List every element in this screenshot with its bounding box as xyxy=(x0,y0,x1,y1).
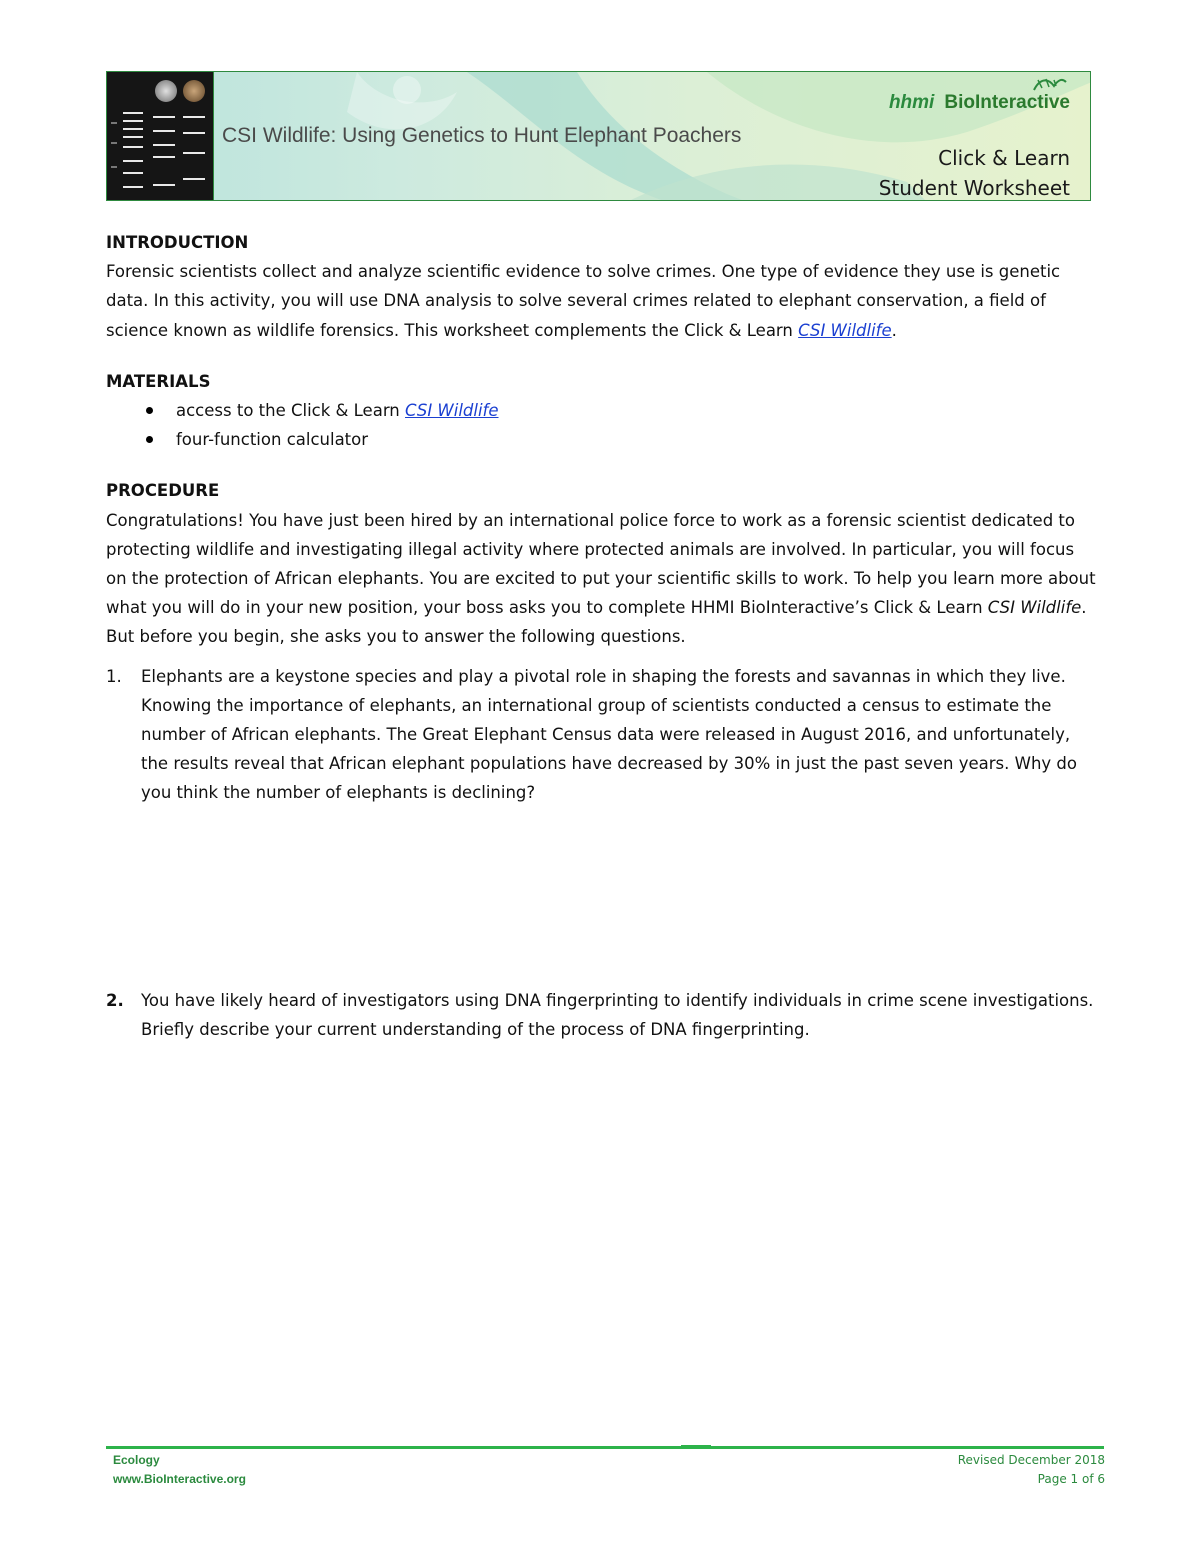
question-number: 2. xyxy=(106,990,124,1010)
footer-website-link[interactable]: www.BioInteractive.org xyxy=(113,1472,246,1486)
procedure-heading: PROCEDURE xyxy=(106,481,220,501)
logo-hhmi: hhmi xyxy=(888,92,935,113)
introduction-text: Forensic scientists collect and analyze scientific evidence to solve crimes. One type of evidence they use is genetic data. In this activity, you will use DNA analysis to solve several crimes related to elephant conservation, a field of science known as wildlife forensics. This worksheet complements the Click & Learn xyxy=(106,262,1061,340)
materials-heading: MATERIALS xyxy=(106,371,211,391)
elephant-photo-icon xyxy=(155,80,177,102)
gel-electrophoresis-thumbnail xyxy=(107,72,214,200)
csi-wildlife-link[interactable]: CSI Wildlife xyxy=(405,401,499,421)
question-1 xyxy=(106,662,1096,808)
list-item: four-function calculator xyxy=(106,425,1096,454)
question-number: 1. xyxy=(106,666,122,686)
dna-leaf-logo-icon xyxy=(1032,74,1068,94)
hhmi-biointeractive-logo xyxy=(889,92,1070,114)
materials-list xyxy=(106,396,1096,454)
list-item: access to the Click & Learn CSI Wildlife xyxy=(106,396,1096,425)
csi-wildlife-link[interactable]: CSI Wildlife xyxy=(798,320,892,340)
footer-revised-date: Revised December 2018 xyxy=(957,1453,1105,1467)
answer-space[interactable] xyxy=(106,808,1096,986)
introduction-paragraph: Forensic scientists collect and analyze scientific evidence to solve crimes. One type of evidence they use is genetic data. In this activity, you will use DNA analysis to solve several crimes related to elephant conservation, a field of science known as wildlife forensics. This worksheet complements the Click & Learn CSI Wildlife. xyxy=(106,262,1061,340)
ivory-photo-icon xyxy=(183,80,205,102)
question-text: Elephants are a keystone species and play a pivotal role in shaping the forests and savannas in which they live. Knowing the importance of elephants, an international group of scientists conducted a census to estimate the number of African elephants. The Great Elephant Census data were released in August 2016, and unfortunately, the results reveal that African elephant populations have decreased by 30% in just the past seven years. Why do you think the number of elephants is declining? xyxy=(141,666,1077,803)
logo-biointeractive: BioInteractive xyxy=(944,92,1070,113)
worksheet-body xyxy=(106,228,1096,1044)
procedure-paragraph: Congratulations! You have just been hired by an international police force to work as a forensic scientist dedicated to protecting wildlife and investigating illegal activity where protected animals are involved. In particular, you will focus on the protection of African elephants. You are excited to put your scientific skills to work. To help you learn more about what you will do in your new position, your boss asks you to complete HHMI BioInteractive’s Click & Learn CSI Wildlife. But before you begin, she asks you to answer the following questions. xyxy=(106,510,1096,647)
footer-right xyxy=(958,1451,1105,1489)
introduction-heading: INTRODUCTION xyxy=(106,233,249,252)
header-banner xyxy=(106,71,1091,201)
question-text: You have likely heard of investigators using DNA fingerprinting to identify individuals in crime scene investigations. Briefly describe your current understanding of the process of DNA fingerprinting. xyxy=(141,990,1094,1039)
footer-divider xyxy=(106,1446,1104,1449)
subtitle-click-learn: Click & Learn xyxy=(938,146,1070,170)
question-2 xyxy=(106,986,1096,1044)
worksheet-title: CSI Wildlife: Using Genetics to Hunt Elephant Poachers xyxy=(222,124,742,147)
footer-left xyxy=(113,1451,246,1489)
subtitle-student-worksheet: Student Worksheet xyxy=(878,176,1070,200)
footer-subject: Ecology xyxy=(113,1453,160,1467)
footer-page-number: Page 1 of 6 xyxy=(1037,1472,1105,1486)
